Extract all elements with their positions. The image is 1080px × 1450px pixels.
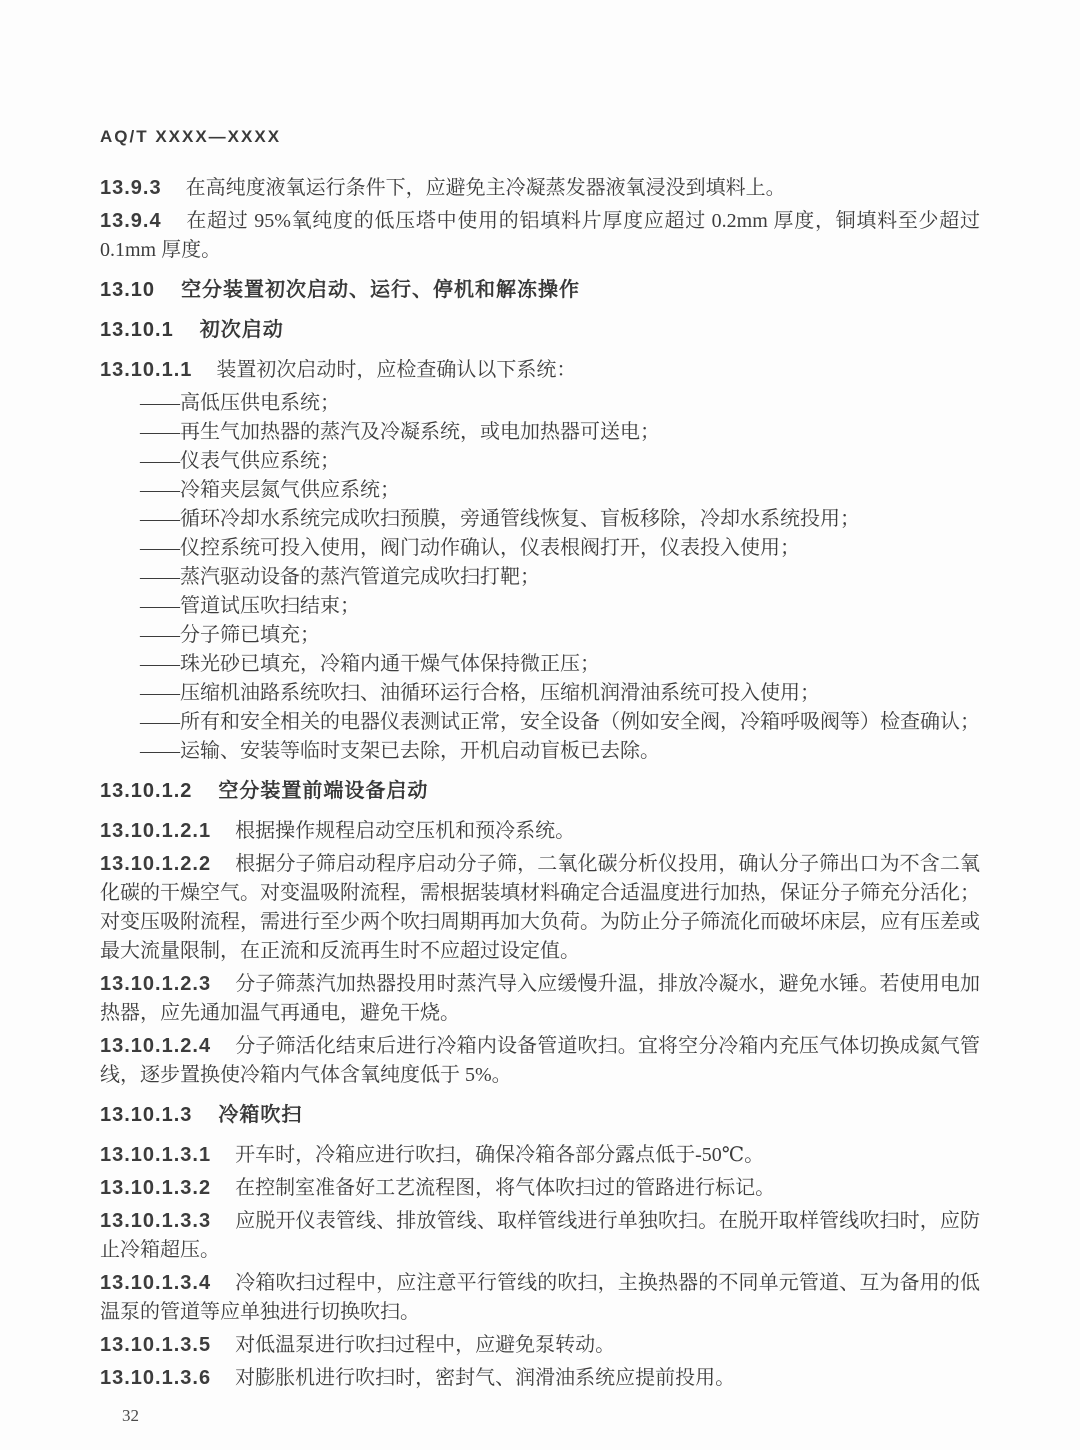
list-dash: —— xyxy=(140,740,180,762)
section-heading xyxy=(100,777,980,806)
paragraph-text: 对低温泵进行吹扫过程中，应避免泵转动。 xyxy=(235,1334,616,1356)
section-heading xyxy=(100,316,980,345)
clause-number: 13.10.1.3 xyxy=(100,1104,193,1126)
list-item xyxy=(100,563,980,592)
clause-number: 13.10.1.2.2 xyxy=(100,853,212,875)
paragraph-text: 在超过 95%氧纯度的低压塔中使用的铝填料片厚度应超过 0.2mm 厚度，铜填料至少超过 0.1mm 厚度。 xyxy=(100,210,980,261)
list-dash: —— xyxy=(140,682,180,704)
paragraph-text: 在高纯度液氧运行条件下，应避免主冷凝蒸发器液氧浸没到填料上。 xyxy=(185,177,786,199)
paragraph-text: 应脱开仪表管线、排放管线、取样管线进行单独吹扫。在脱开取样管线吹扫时，应防止冷箱超压。 xyxy=(100,1210,980,1261)
clause-number: 13.10.1.3.5 xyxy=(100,1334,212,1356)
clause-paragraph xyxy=(100,356,980,385)
document-content xyxy=(100,174,980,1393)
clause-paragraph xyxy=(100,1331,980,1360)
paragraph-text: 高低压供电系统； xyxy=(180,392,340,414)
list-dash: —— xyxy=(140,595,180,617)
clause-number: 13.9.3 xyxy=(100,177,162,199)
paragraph-text: 在控制室准备好工艺流程图，将气体吹扫过的管路进行标记。 xyxy=(235,1177,776,1199)
list-dash: —— xyxy=(140,653,180,675)
paragraph-text: 分子筛已填充； xyxy=(180,624,320,646)
document-code-header: AQ/T XXXX—XXXX xyxy=(100,127,282,146)
paragraph-text: 所有和安全相关的电器仪表测试正常，安全设备（例如安全阀，冷箱呼吸阀等）检查确认； xyxy=(180,711,980,733)
paragraph-text: 再生气加热器的蒸汽及冷凝系统，或电加热器可送电； xyxy=(180,421,660,443)
list-dash: —— xyxy=(140,450,180,472)
section-heading xyxy=(100,276,980,305)
list-dash: —— xyxy=(140,537,180,559)
clause-paragraph xyxy=(100,1174,980,1203)
clause-number: 13.10.1.3.1 xyxy=(100,1144,212,1166)
paragraph-text: 根据分子筛启动程序启动分子筛，二氧化碳分析仪投用，确认分子筛出口为不含二氧化碳的干燥空气。对变温吸附流程，需根据装填材料确定合适温度进行加热，保证分子筛充分活化；对变压吸附流程，需进行至少两个吹扫周期再加大负荷。为防止分子筛流化而破坏床层，应有压差或最大流量限制，在正流和反流再生时不应超过设定值。 xyxy=(100,853,980,962)
clause-number: 13.10.1.2.1 xyxy=(100,820,212,842)
paragraph-text: 仪表气供应系统； xyxy=(180,450,340,472)
clause-number: 13.10.1.2 xyxy=(100,780,193,802)
paragraph-text: 冷箱吹扫过程中，应注意平行管线的吹扫，主换热器的不同单元管道、互为备用的低温泵的管道等应单独进行切换吹扫。 xyxy=(100,1272,980,1323)
list-item xyxy=(100,476,980,505)
clause-number: 13.10.1.2.4 xyxy=(100,1035,212,1057)
list-dash: —— xyxy=(140,508,180,530)
paragraph-text: 冷箱夹层氮气供应系统； xyxy=(180,479,400,501)
heading-text: 空分装置前端设备启动 xyxy=(218,780,429,802)
paragraph-text: 根据操作规程启动空压机和预冷系统。 xyxy=(235,820,576,842)
clause-number: 13.10.1 xyxy=(100,319,174,341)
list-item xyxy=(100,650,980,679)
paragraph-text: 开车时，冷箱应进行吹扫，确保冷箱各部分露点低于-50℃。 xyxy=(235,1144,765,1166)
clause-paragraph xyxy=(100,1207,980,1265)
paragraph-text: 蒸汽驱动设备的蒸汽管道完成吹扫打靶； xyxy=(180,566,540,588)
paragraph-text: 管道试压吹扫结束； xyxy=(180,595,360,617)
clause-number: 13.9.4 xyxy=(100,210,162,232)
list-item xyxy=(100,505,980,534)
clause-number: 13.10.1.1 xyxy=(100,359,193,381)
page-number: 32 xyxy=(122,1406,139,1425)
paragraph-text: 珠光砂已填充，冷箱内通干燥气体保持微正压； xyxy=(180,653,600,675)
heading-text: 冷箱吹扫 xyxy=(218,1104,303,1126)
clause-paragraph xyxy=(100,970,980,1028)
clause-number: 13.10.1.3.2 xyxy=(100,1177,212,1199)
list-item xyxy=(100,679,980,708)
clause-number: 13.10 xyxy=(100,279,156,301)
paragraph-text: 分子筛活化结束后进行冷箱内设备管道吹扫。宜将空分冷箱内充压气体切换成氮气管线，逐步置换使冷箱内气体含氧纯度低于 5%。 xyxy=(100,1035,980,1086)
list-item xyxy=(100,389,980,418)
clause-paragraph xyxy=(100,1141,980,1170)
clause-paragraph xyxy=(100,1032,980,1090)
clause-paragraph xyxy=(100,174,980,203)
list-dash: —— xyxy=(140,479,180,501)
list-item xyxy=(100,708,980,737)
list-item xyxy=(100,592,980,621)
list-item xyxy=(100,447,980,476)
clause-paragraph xyxy=(100,1269,980,1327)
paragraph-text: 分子筛蒸汽加热器投用时蒸汽导入应缓慢升温，排放冷凝水，避免水锤。若使用电加热器，应先通加温气再通电，避免干烧。 xyxy=(100,973,980,1024)
list-item xyxy=(100,418,980,447)
clause-paragraph xyxy=(100,817,980,846)
clause-number: 13.10.1.3.4 xyxy=(100,1272,212,1294)
list-item xyxy=(100,534,980,563)
paragraph-text: 运输、安装等临时支架已去除，开机启动盲板已去除。 xyxy=(180,740,660,762)
list-dash: —— xyxy=(140,566,180,588)
heading-text: 初次启动 xyxy=(199,319,284,341)
paragraph-text: 装置初次启动时，应检查确认以下系统： xyxy=(216,359,577,381)
list-dash: —— xyxy=(140,711,180,733)
clause-number: 13.10.1.2.3 xyxy=(100,973,212,995)
clause-paragraph xyxy=(100,1364,980,1393)
paragraph-text: 压缩机油路系统吹扫、油循环运行合格，压缩机润滑油系统可投入使用； xyxy=(180,682,820,704)
paragraph-text: 循环冷却水系统完成吹扫预膜，旁通管线恢复、盲板移除，冷却水系统投用； xyxy=(180,508,860,530)
list-dash: —— xyxy=(140,421,180,443)
clause-paragraph xyxy=(100,850,980,966)
clause-number: 13.10.1.3.6 xyxy=(100,1367,212,1389)
list-dash: —— xyxy=(140,624,180,646)
paragraph-text: 仪控系统可投入使用，阀门动作确认，仪表根阀打开，仪表投入使用； xyxy=(180,537,800,559)
clause-number: 13.10.1.3.3 xyxy=(100,1210,212,1232)
list-item xyxy=(100,737,980,766)
list-dash: —— xyxy=(140,392,180,414)
heading-text: 空分装置初次启动、运行、停机和解冻操作 xyxy=(181,279,581,301)
clause-paragraph xyxy=(100,207,980,265)
section-heading xyxy=(100,1101,980,1130)
paragraph-text: 对膨胀机进行吹扫时，密封气、润滑油系统应提前投用。 xyxy=(235,1367,736,1389)
list-item xyxy=(100,621,980,650)
